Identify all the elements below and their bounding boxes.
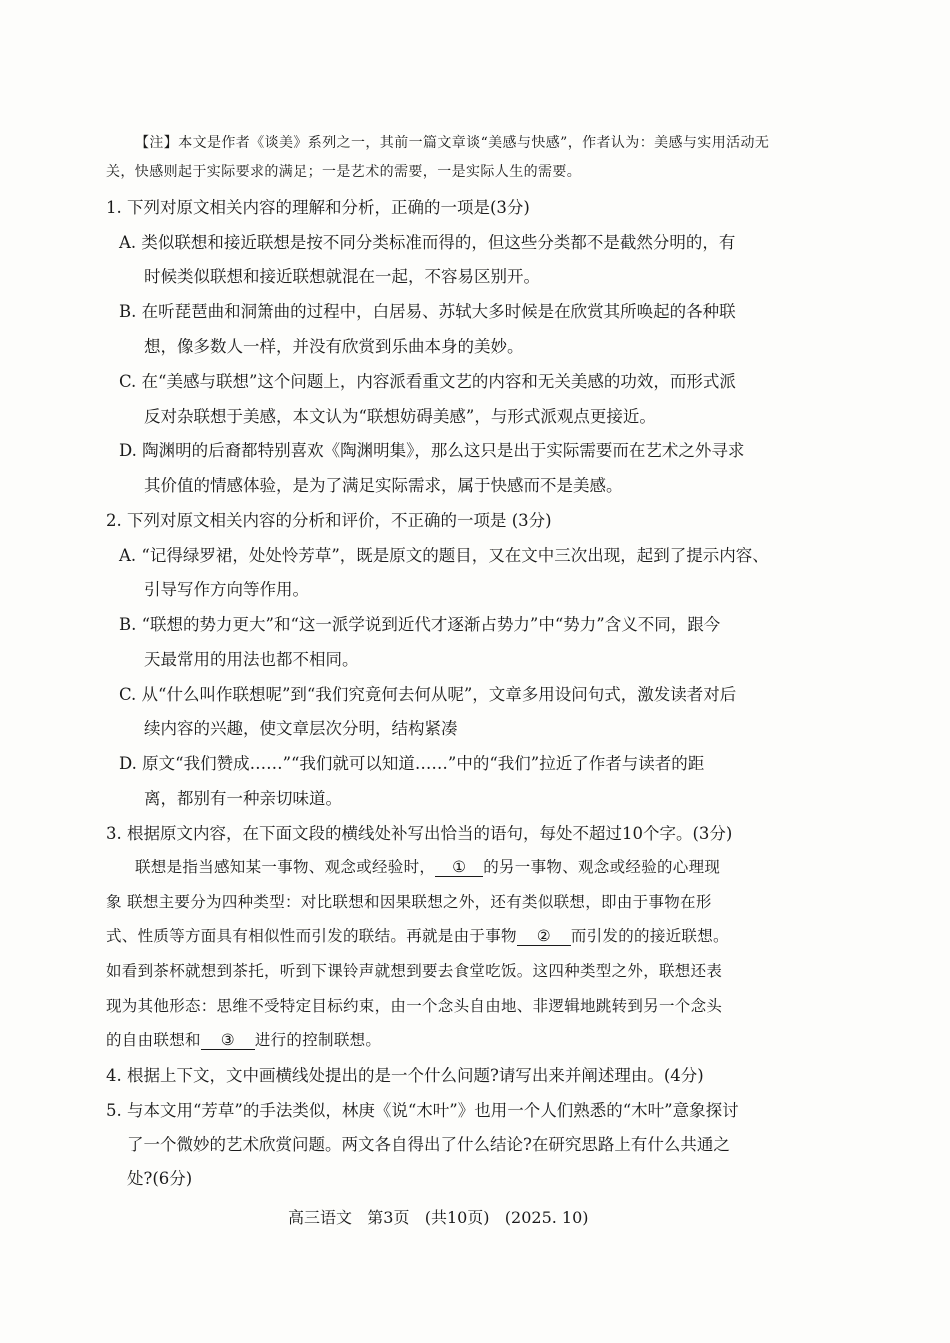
- question-3-paragraph-line-5: 现为其他形态：思维不受特定目标约束，由一个念头自由地、非逻辑地跳转到另一个念头: [106, 997, 723, 1015]
- paragraph-text: 进行的控制联想。: [254, 1031, 382, 1049]
- question-3-paragraph-line-1: [135, 855, 720, 877]
- paragraph-text: 式、性质等方面具有相似性而引发的联结。再就是由于事物: [106, 927, 517, 945]
- question-2-stem: 2. 下列对原文相关内容的分析和评价，不正确的一项是 (3分): [106, 511, 552, 530]
- question-3-paragraph-line-3: [106, 924, 729, 946]
- question-1-option-b-line-1: B. 在听琵琶曲和洞箫曲的过程中，白居易、苏轼大多时候是在欣赏其所唤起的各种联: [119, 302, 736, 321]
- question-3-paragraph-line-6: [106, 1028, 381, 1050]
- question-1-option-b-line-2: 想，像多数人一样，并没有欣赏到乐曲本身的美妙。: [144, 337, 524, 356]
- question-1-stem: 1. 下列对原文相关内容的理解和分析，正确的一项是(3分): [106, 198, 530, 217]
- question-1-option-d-line-1: D. 陶渊明的后裔都特别喜欢《陶渊明集》，那么这只是出于实际需要而在艺术之外寻求: [119, 441, 745, 460]
- question-2-option-a-line-2: 引导写作方向等作用。: [144, 580, 309, 599]
- question-2-option-b-line-2: 天最常用的用法也都不相同。: [144, 650, 359, 669]
- page-footer: 高三语文 第3页 (共10页) (2025. 10): [288, 1208, 589, 1227]
- question-5-line-2: 了一个微妙的艺术欣赏问题。两文各自得出了什么结论?在研究思路上有什么共通之: [127, 1135, 730, 1154]
- question-2-option-c-line-2: 续内容的兴趣，使文章层次分明，结构紧凑: [144, 719, 458, 738]
- question-3-paragraph-line-2: 象 联想主要分为四种类型：对比联想和因果联想之外，还有类似联想，即由于事物在形: [106, 893, 712, 911]
- note-line-2: 关，快感则起于实际要求的满足；一是艺术的需要，一是实际人生的需要。: [106, 164, 582, 180]
- question-2-option-d-line-2: 离，都别有一种亲切味道。: [144, 789, 342, 808]
- question-1-option-c-line-2: 反对杂联想于美感，本文认为“联想妨碍美感”，与形式派观点更接近。: [144, 407, 656, 426]
- blank-3: ③: [201, 1031, 255, 1050]
- question-1-option-a-line-2: 时候类似联想和接近联想就混在一起，不容易区别开。: [144, 267, 540, 286]
- question-2-option-d-line-1: D. 原文“我们赞成……”“我们就可以知道……”中的“我们”拉近了作者与读者的距: [119, 754, 705, 773]
- paragraph-text: 的另一事物、观念或经验的心理现: [483, 858, 721, 876]
- note-line-1: 【注】本文是作者《谈美》系列之一，其前一篇文章谈“美感与快感”，作者认为：美感与实用活动无: [135, 135, 770, 151]
- question-5-line-1: 5. 与本文用“芳草”的手法类似，林庚《说“木叶”》也用一个人们熟悉的“木叶”意象探讨: [106, 1101, 739, 1120]
- question-1-option-c-line-1: C. 在“美感与联想”这个问题上，内容派看重文艺的内容和无关美感的功效，而形式派: [119, 372, 736, 391]
- question-4-stem: 4. 根据上下文，文中画横线处提出的是一个什么问题?请写出来并阐述理由。(4分): [106, 1066, 704, 1085]
- question-2-option-a-line-1: A. “记得绿罗裙，处处怜芳草”，既是原文的题目，又在文中三次出现，起到了提示内容、: [119, 546, 769, 565]
- question-1-option-d-line-2: 其价值的情感体验，是为了满足实际需求，属于快感而不是美感。: [144, 476, 623, 495]
- question-1-option-a-line-1: A. 类似联想和接近联想是按不同分类标准而得的，但这些分类都不是截然分明的，有: [119, 233, 736, 252]
- blank-1: ①: [435, 858, 483, 877]
- paragraph-text: 的自由联想和: [106, 1031, 201, 1049]
- paragraph-text: 联想是指当感知某一事物、观念或经验时，: [135, 858, 436, 876]
- question-5-line-3: 处?(6分): [127, 1169, 193, 1188]
- blank-2: ②: [517, 927, 571, 946]
- question-2-option-b-line-1: B. “联想的势力更大”和“这一派学说到近代才逐渐占势力”中“势力”含义不同，跟今: [119, 615, 721, 634]
- paragraph-text: 而引发的的接近联想。: [570, 927, 729, 945]
- question-3-stem: 3. 根据原文内容，在下面文段的横线处补写出恰当的语句，每处不超过10个字。(3分): [106, 824, 733, 843]
- question-3-paragraph-line-4: 如看到茶杯就想到茶托，听到下课铃声就想到要去食堂吃饭。这四种类型之外，联想还表: [106, 962, 723, 980]
- question-2-option-c-line-1: C. 从“什么叫作联想呢”到“我们究竟何去何从呢”，文章多用设问句式，激发读者对后: [119, 685, 737, 704]
